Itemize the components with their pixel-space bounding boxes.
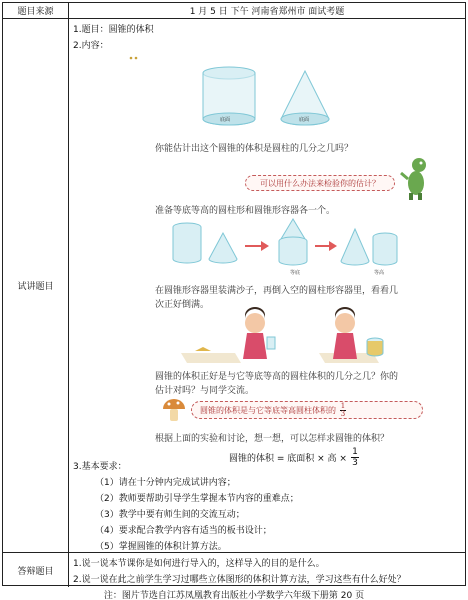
pour-text-line1: 在圆锥形容器里装满沙子，再倒入空的圆柱形容器里，看看几 xyxy=(155,286,399,296)
girl-checking-result-illustration xyxy=(315,307,435,367)
conclusion-fraction-denominator: 3 xyxy=(340,409,346,418)
trial-lecture-label: 试讲题目 xyxy=(3,19,69,552)
equal-base-height-containers xyxy=(169,215,399,271)
arrow-icon xyxy=(315,241,337,251)
label-equal-height: 等高 xyxy=(374,270,385,276)
conclusion-text: 圆锥的体积是与它等底等高圆柱体积的 xyxy=(200,405,336,415)
defense-questions-label: 答辩题目 xyxy=(3,553,69,587)
exam-sheet xyxy=(2,2,466,586)
cylinder-cone-illustration xyxy=(197,61,337,131)
pour-text-line2: 次正好倒满。 xyxy=(155,300,210,310)
question-method: 根据上面的实验和讨论，想一想，可以怎样求圆锥的体积？ xyxy=(155,434,390,444)
question-fraction-line1: 圆锥的体积正好是与它等底等高的圆柱体积的几分之几？你的 xyxy=(155,372,399,382)
label-equal-base: 等底 xyxy=(290,270,301,276)
question-estimate: 你能估计出这个圆锥的体积是圆柱的几分之几吗？ xyxy=(155,144,354,154)
defense-questions-row xyxy=(3,553,465,587)
sparkle-icon xyxy=(129,55,139,61)
header-left-cell: 题目来源 xyxy=(3,3,69,18)
question-fraction-line2: 估计对吗？与同学交流。 xyxy=(155,386,255,396)
arrow-icon xyxy=(245,241,269,251)
content-label: 2.内容： xyxy=(73,41,109,51)
base-label-left: 底面 xyxy=(220,117,231,123)
trial-lecture-content xyxy=(69,19,465,552)
container-cylinder-2 xyxy=(373,233,397,265)
prep-text: 准备等底等高的圆柱形和圆锥形容器各一个。 xyxy=(155,206,336,216)
lecture-title: 1.题目：圆锥的体积 xyxy=(73,25,154,35)
source-footnote: 注：图片节选自江苏凤凰教育出版社小学数学六年级下册第 20 页 xyxy=(103,591,365,600)
dinosaur-mascot-icon xyxy=(399,153,433,201)
cone-volume-formula xyxy=(229,447,359,468)
textbook-excerpt xyxy=(69,49,465,469)
formula-fraction-numerator: 1 xyxy=(352,447,358,457)
formula-fraction xyxy=(351,447,359,468)
requirement-item: （1）请在十分钟内完成试讲内容； xyxy=(95,478,236,488)
container-cone-2 xyxy=(341,229,369,265)
mushroom-mascot-icon xyxy=(161,395,187,425)
requirement-item: （5）掌握圆锥的体积计算方法。 xyxy=(95,542,227,552)
conclusion-fraction xyxy=(340,403,346,418)
defense-question-2: 2.说一说在此之前学生学习过哪些立体图形的体积计算方法，学习这些有什么好处？ xyxy=(73,575,406,585)
formula-fraction-denominator: 3 xyxy=(352,458,358,468)
requirement-item: （3）教学中要有师生间的交流互动； xyxy=(95,510,245,520)
conclusion-fraction-numerator: 1 xyxy=(340,401,346,410)
defense-questions-content xyxy=(69,553,465,587)
trial-lecture-row xyxy=(3,19,465,553)
hint-bubble: 可以用什么办法来检验你的估计？ xyxy=(245,175,395,191)
requirement-item: （4）要求配合教学内容有适当的板书设计； xyxy=(95,526,272,536)
header-title: 1 月 5 日 下午 河南省郑州市 面试考题 xyxy=(189,7,345,17)
requirements-label: 3.基本要求： xyxy=(73,462,127,472)
container-cone-1 xyxy=(209,233,237,263)
header-row xyxy=(3,3,465,19)
container-stacked xyxy=(279,219,307,265)
container-cylinder-1 xyxy=(173,223,201,263)
conclusion-bubble xyxy=(191,401,423,419)
formula-text: 圆锥的体积 = 底面积 × 高 × xyxy=(229,454,347,464)
defense-question-1: 1.说一说本节课你是如何进行导入的，这样导入的目的是什么。 xyxy=(73,559,325,569)
base-label-right: 底面 xyxy=(299,117,310,123)
girl-pouring-sand-illustration xyxy=(177,307,297,367)
requirement-item: （2）教师要帮助引导学生掌握本节内容的重难点； xyxy=(95,494,299,504)
